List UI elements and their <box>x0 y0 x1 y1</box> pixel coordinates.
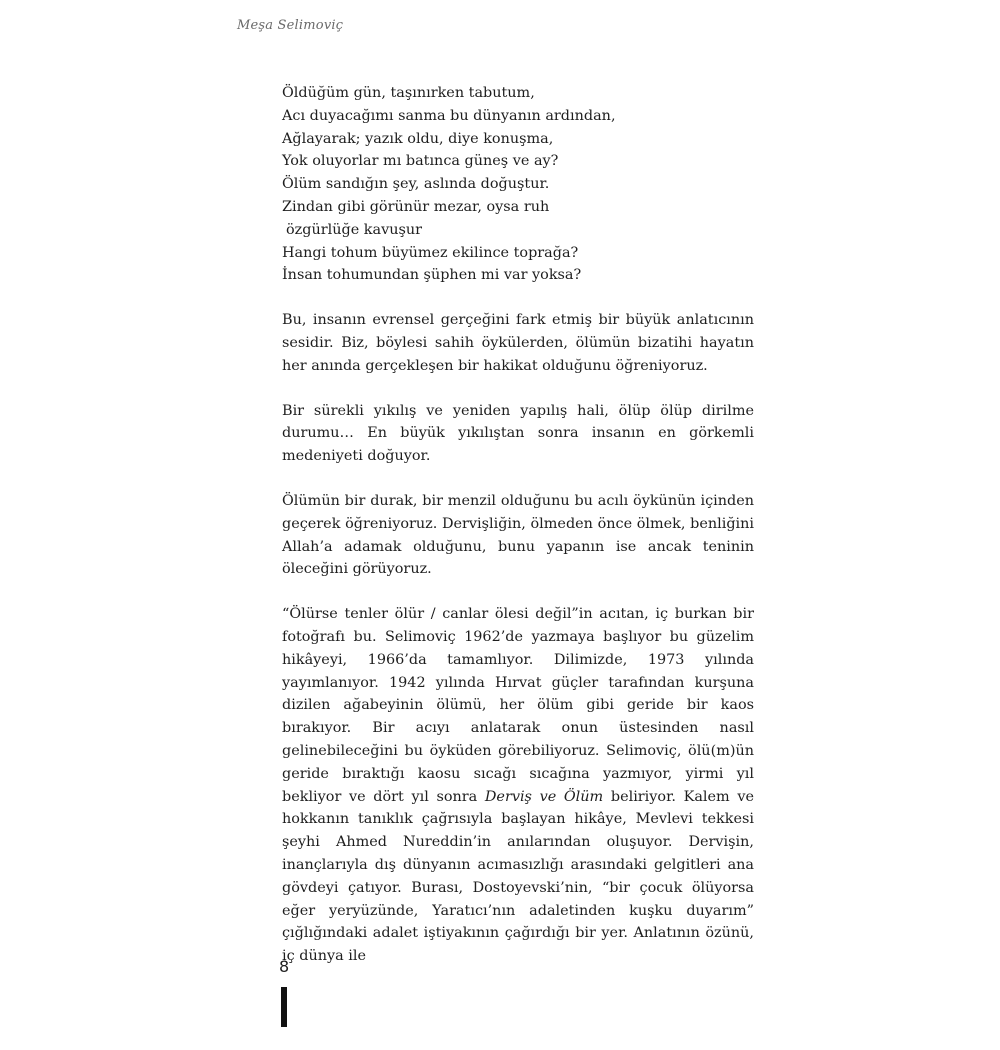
book-title: Derviş ve Ölüm <box>484 788 604 805</box>
poem-line: Yok oluyorlar mı batınca güneş ve ay? <box>282 153 559 170</box>
running-head: Meşa Selimoviç <box>237 18 344 33</box>
paragraph-1: Bu, insanın evrensel gerçeğini fark etmiş bir büyük anlatıcının sesidir. Biz, böylesi sahih öykülerden, ölümün bizatihi hayatın her anında gerçekleşen bir hakikat olduğunu öğreniyoruz. <box>282 312 754 374</box>
page-number: 8 <box>279 957 290 976</box>
poem-line: Hangi tohum büyümez ekilince toprağa? <box>282 244 579 261</box>
poem-line: Ölüm sandığın şey, aslında doğuştur. <box>282 176 550 193</box>
paragraph-4 <box>282 603 754 968</box>
poem-line: İnsan tohumundan şüphen mi var yoksa? <box>282 267 582 284</box>
poem-line: Ağlayarak; yazık oldu, diye konuşma, <box>282 130 554 147</box>
poem <box>282 82 754 287</box>
body-text <box>282 82 754 968</box>
poem-line: Öldüğüm gün, taşınırken tabutum, <box>282 85 535 101</box>
poem-line: Acı duyacağımı sanma bu dünyanın ardından, <box>282 107 616 124</box>
paragraph-4-text-end: beliriyor. Kalem ve hokkanın tanıklık çağrısıyla başlayan hikâye, Mevlevi tekkesi şeyhi Ahmed Nureddin’in anılarından oluşuyor. Dervişin, inançlarıyla dış dünyanın acımasızlığı arasındaki gelgitleri ana gövdeyi çatıyor. Burası, Dostoyevski’nin, “bir çocuk ölüyorsa eğer yeryüzünde, Yaratıcı’nın adaletinden kuşku duyarım” çığlığındaki adalet iştiyakının çağırdığı bir yer. Anlatının özünü, iç dünya ile <box>282 788 754 965</box>
poem-line: özgürlüğe kavuşur <box>286 221 423 238</box>
poem-line: Zindan gibi görünür mezar, oysa ruh <box>282 198 550 215</box>
paragraph-2: Bir sürekli yıkılış ve yeniden yapılış hali, ölüp ölüp dirilme durumu… En büyük yıkılıştan sonra insanın en görkemli medeniyeti doğuyor. <box>282 402 754 465</box>
paragraph-4-text-start: “Ölürse tenler ölür / canlar ölesi değil”in acıtan, iç burkan bir fotoğrafı bu. Selimoviç 1962’de yazmaya başlıyor bu güzelim hikâyeyi, 1966’da tamamlıyor. Dilimizde, 1973 yılında yayımlanıyor. 1942 yılında Hırvat güçler tarafından kurşuna dizilen ağabeyinin ölümü, her ölüm gibi geride bir kaos bırakıyor. Bir acıyı anlatarak onun üstesinden nasıl gelinebileceğini bu öyküden görebiliyoruz. Selimoviç, ölü(m)ün geride bıraktığı kaosu sıcağı sıcağına yazmıyor, yirmi yıl bekliyor ve dört yıl sonra <box>282 606 754 805</box>
paragraph-3: Ölümün bir durak, bir menzil olduğunu bu acılı öykünün içinden geçerek öğreniyoruz. Dervişliğin, ölmeden önce ölmek, benliğini Allah’a adamak olduğunu, bunu yapanın ise ancak teninin öleceğini görüyoruz. <box>282 492 754 578</box>
page-marker-bar <box>281 987 287 1027</box>
